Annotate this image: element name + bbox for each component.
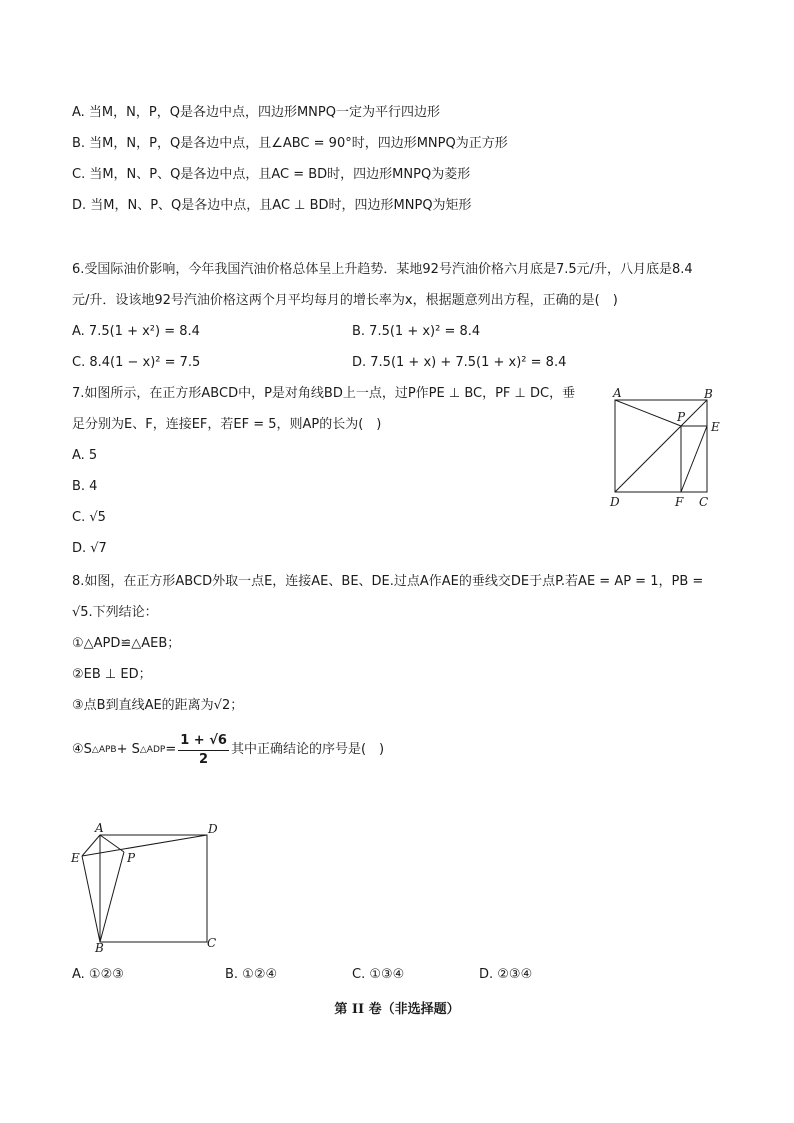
- q7-label-f: F: [675, 495, 684, 509]
- q8-stem-line1: 8.如图，在正方形ABCD外取一点E，连接AE、BE、DE.过点A作AE的垂线交DE于点P.若AE = AP = 1，PB =: [72, 574, 704, 589]
- q7-stem-line2: 足分别为E、F，连接EF，若EF = 5，则AP的长为( ): [72, 417, 382, 432]
- q5-option-d: D. 当M，N、P、Q是各边中点，且AC ⊥ BD时，四边形MNPQ为矩形: [72, 198, 472, 213]
- q5-option-a: A. 当M，N，P，Q是各边中点，四边形MNPQ一定为平行四边形: [72, 105, 440, 120]
- q6-option-d: D. 7.5(1 + x) + 7.5(1 + x)² = 8.4: [352, 355, 567, 370]
- q8-c4-eq: =: [165, 742, 177, 757]
- q8-option-a: A. ①②③: [72, 967, 124, 982]
- q7-option-d: D. √7: [72, 541, 107, 556]
- q8-c4-fraction: [178, 732, 229, 769]
- q8-conclusion-2: ②EB ⊥ ED；: [72, 667, 152, 682]
- q7-option-b: B. 4: [72, 479, 98, 494]
- q8-stem-line2: √5.下列结论：: [72, 605, 158, 620]
- q6-option-a: A. 7.5(1 + x²) = 8.4: [72, 324, 200, 339]
- q8-option-c: C. ①③④: [352, 967, 405, 982]
- q8-c4-mid: + S: [116, 742, 140, 757]
- q7-label-e: E: [711, 420, 720, 434]
- q8-label-a: A: [95, 821, 104, 835]
- q8-label-c: C: [207, 936, 217, 950]
- q6-stem-line1: 6.受国际油价影响，今年我国汽油价格总体呈上升趋势．某地92号汽油价格六月底是7.5元/升，八月底是8.4: [72, 262, 693, 277]
- q8-option-b: B. ①②④: [225, 967, 278, 982]
- q7-option-c: C. √5: [72, 510, 106, 525]
- q6-option-b: B. 7.5(1 + x)² = 8.4: [352, 324, 481, 339]
- q8-c4-sub1: △APB: [91, 745, 117, 755]
- q8-conclusion-4: [72, 730, 384, 770]
- q8-figure: [68, 820, 228, 955]
- q7-label-a: A: [613, 386, 622, 400]
- q6-option-c: C. 8.4(1 − x)² = 7.5: [72, 355, 201, 370]
- q7-label-p: P: [677, 410, 686, 424]
- q8-label-d: D: [208, 822, 218, 836]
- q7-figure: [605, 385, 735, 515]
- q5-option-b: B. 当M，N，P，Q是各边中点，且∠ABC = 90°时，四边形MNPQ为正方形: [72, 136, 508, 151]
- q7-label-c: C: [699, 495, 709, 509]
- q7-option-a: A. 5: [72, 448, 98, 463]
- q6-stem-line2: 元/升．设该地92号汽油价格这两个月平均每月的增长率为x，根据题意列出方程，正确的是( ): [72, 293, 618, 308]
- q8-conclusion-3: ③点B到直线AE的距离为√2；: [72, 698, 244, 713]
- q8-label-p: P: [127, 851, 136, 865]
- q8-c4-numerator: 1 + √6: [178, 732, 229, 751]
- q8-c4-denominator: 2: [199, 751, 209, 767]
- q7-stem-line1: 7.如图所示，在正方形ABCD中，P是对角线BD上一点，过P作PE ⊥ BC，PF ⊥ DC，垂: [72, 386, 576, 401]
- q7-label-d: D: [610, 495, 620, 509]
- q7-label-b: B: [704, 387, 713, 401]
- q8-option-d: D. ②③④: [479, 967, 533, 982]
- q8-conclusion-1: ①△APD≌△AEB；: [72, 636, 181, 651]
- q8-c4-question: 其中正确结论的序号是( ): [230, 742, 385, 757]
- q8-label-b: B: [95, 941, 104, 955]
- section-title: 第 II 卷（非选择题）: [334, 1002, 460, 1017]
- q8-c4-prefix: ④S: [72, 742, 92, 757]
- q8-label-e: E: [71, 851, 80, 865]
- q5-option-c: C. 当M，N、P、Q是各边中点，且AC = BD时，四边形MNPQ为菱形: [72, 167, 471, 182]
- q8-c4-sub2: △ADP: [139, 745, 166, 755]
